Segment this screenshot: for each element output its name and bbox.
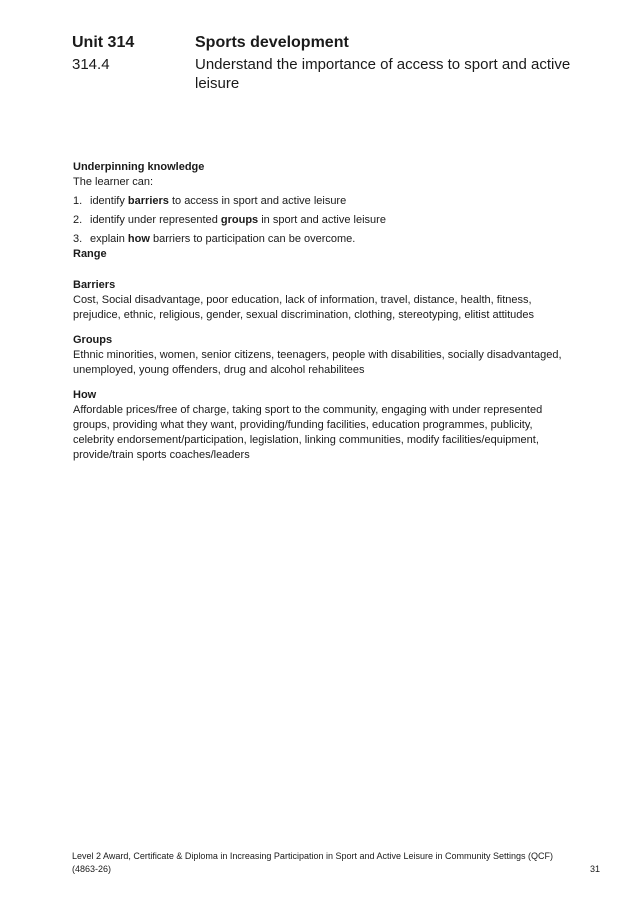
range-section-title: How: [73, 389, 97, 401]
range-section-text: Cost, Social disadvantage, poor education, lack of information, travel, distance, health, fitness, prejudice, ethnic, religious, gender, sexual discrimination, clothing, stereotyping, elitist attitudes: [73, 294, 535, 321]
range-section-text: Affordable prices/free of charge, taking sport to the community, engaging with under represented groups, providing what they want, providing/funding facilities, education programmes, publicity, celebrity endorsement/participation, legislation, linking communities, modify facilities/equipment, provide/train sports coaches/leaders: [73, 404, 543, 461]
knowledge-item: [73, 194, 573, 209]
range-section-text: Ethnic minorities, women, senior citizens, teenagers, people with disabilities, socially disadvantaged, unemployed, young offenders, drug and alcohol rehabilitees: [73, 349, 562, 376]
item-text: [90, 213, 386, 228]
item-text-pre: identify under represented: [90, 214, 221, 226]
range-section-barriers: [73, 278, 573, 323]
item-number: 1.: [73, 195, 83, 207]
unit-label: Unit 314: [72, 34, 135, 51]
knowledge-intro: The learner can:: [73, 176, 154, 188]
item-text-pre: explain: [90, 233, 128, 245]
range-section-how: [73, 388, 573, 463]
unit-title: Sports development: [195, 34, 349, 51]
unit-header: [72, 33, 592, 53]
item-keyword: groups: [220, 214, 259, 226]
outcome-header: [72, 55, 592, 93]
outcome-title: Understand the importance of access to sport and active leisure: [195, 56, 571, 92]
item-number: 2.: [73, 214, 83, 226]
item-text-pre: identify: [90, 195, 128, 207]
main-content: [73, 160, 573, 463]
knowledge-heading: Underpinning knowledge: [73, 161, 205, 173]
range-heading: Range: [73, 248, 107, 260]
knowledge-list: [73, 194, 573, 247]
range-section-title: Barriers: [73, 279, 116, 291]
range-section-groups: [73, 333, 573, 378]
item-text-post: to access in sport and active leisure: [168, 195, 347, 207]
footer-text: Level 2 Award, Certificate & Diploma in Increasing Participation in Sport and Active Leisure in Community Settings (QCF) (4863-26): [72, 851, 554, 874]
range-section-title: Groups: [73, 334, 113, 346]
item-text: [90, 194, 346, 209]
knowledge-item: [73, 213, 573, 228]
page-number: 31: [590, 864, 601, 874]
item-keyword: how: [127, 233, 150, 245]
item-text-post: barriers to participation can be overcome.: [149, 233, 356, 245]
item-keyword: barriers: [127, 195, 169, 207]
item-number: 3.: [73, 233, 83, 245]
item-text-post: in sport and active leisure: [258, 214, 386, 226]
outcome-number: 314.4: [72, 56, 110, 73]
item-text: [90, 232, 355, 247]
knowledge-item: [73, 232, 573, 247]
